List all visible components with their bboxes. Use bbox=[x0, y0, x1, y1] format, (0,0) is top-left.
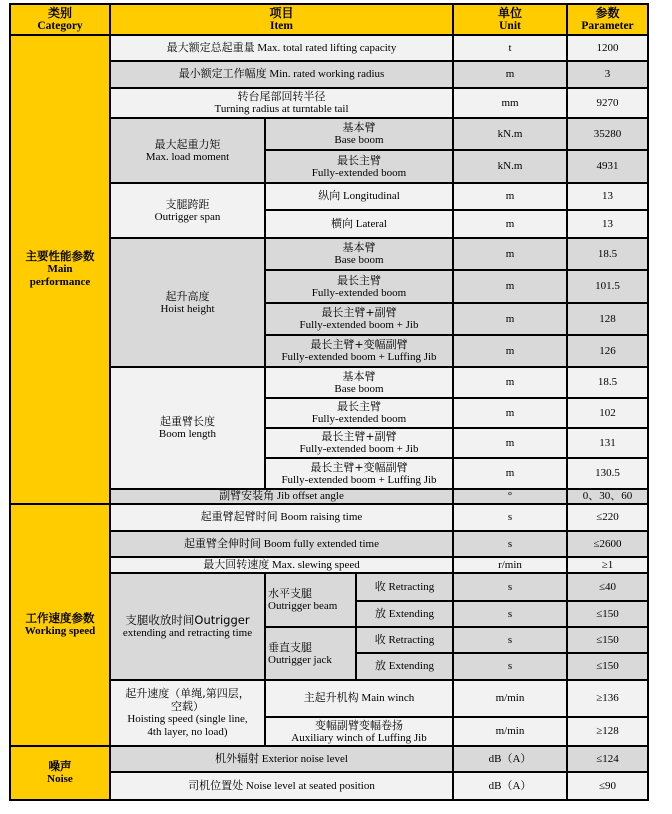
sub-label-zh: 最长主臂 bbox=[337, 153, 381, 167]
sub-label-zh: 变幅副臂变幅卷扬 bbox=[315, 718, 403, 732]
unit-value: dB（A） bbox=[488, 752, 532, 765]
aux-winch-unit bbox=[454, 718, 566, 745]
outrigger-jack-label bbox=[266, 628, 355, 679]
group-label-en: Boom length bbox=[158, 428, 217, 440]
outrigger-beam-extending-value bbox=[568, 602, 647, 626]
boom-length-sub-value bbox=[568, 399, 647, 427]
param-value: ≤2600 bbox=[593, 537, 622, 550]
outrigger-jack-extending-item bbox=[357, 654, 452, 679]
unit-value: r/min bbox=[498, 558, 522, 571]
row-slewing-item bbox=[111, 558, 452, 572]
param-value: ≤220 bbox=[596, 511, 619, 523]
param-value: 4931 bbox=[596, 160, 619, 172]
hoist-height-sub-value bbox=[568, 304, 647, 334]
sub-label-zh: 最长主臂+变幅副臂 bbox=[310, 338, 408, 351]
unit-value: s bbox=[507, 607, 513, 620]
group-hoisting-speed-label bbox=[111, 681, 264, 745]
load-moment-sub-value bbox=[568, 151, 647, 182]
category-label-en-1: Main bbox=[47, 263, 73, 275]
outrigger-jack-extending-unit bbox=[454, 654, 566, 679]
sub-label-zh: 基本臂 bbox=[342, 121, 376, 134]
group-label-line2: extending and retracting time bbox=[122, 626, 253, 639]
sub-label: 主起升机构 Main winch bbox=[303, 692, 415, 704]
row-turning-radius-value bbox=[568, 89, 647, 117]
aux-winch-value bbox=[568, 718, 647, 745]
param-value: 126 bbox=[599, 344, 616, 357]
main-winch-value bbox=[568, 681, 647, 716]
group-label-zh: 最大起重力矩 bbox=[154, 137, 221, 151]
group-load-moment-label bbox=[111, 119, 264, 182]
boom-length-sub-value bbox=[568, 368, 647, 397]
row-turning-radius-item bbox=[111, 89, 452, 117]
sub-label: 横向 Lateral bbox=[331, 217, 387, 230]
category-label-en: Noise bbox=[47, 773, 73, 785]
outrigger-span-sub-value bbox=[568, 211, 647, 237]
boom-length-sub-value bbox=[568, 459, 647, 488]
param-value: 1200 bbox=[596, 41, 619, 54]
unit-value: m bbox=[505, 467, 515, 479]
unit-value: dB（A） bbox=[488, 779, 532, 792]
main-winch-item bbox=[266, 681, 452, 716]
row-boom-raising-unit bbox=[454, 505, 566, 530]
category-label-en-2: performance bbox=[29, 276, 91, 288]
group-label-en-1: Hoisting speed (single line, bbox=[127, 713, 248, 725]
category-label-en: Working speed bbox=[24, 625, 96, 637]
unit-value: s bbox=[507, 537, 513, 550]
row-boom-extended-item bbox=[111, 532, 452, 556]
row-min-radius-item bbox=[111, 62, 452, 87]
item-label: 副臂安装角 Jib offset angle bbox=[219, 490, 344, 502]
sub-label-en: Fully-extended boom + Luffing Jib bbox=[281, 351, 437, 363]
group-label-en: Outrigger span bbox=[154, 210, 221, 223]
outrigger-span-sub-value bbox=[568, 184, 647, 209]
hoist-height-sub-item bbox=[266, 336, 452, 366]
subgroup-label-zh: 水平支腿 bbox=[268, 587, 312, 600]
param-value: 13 bbox=[602, 217, 613, 230]
sub-label-en: Base boom bbox=[334, 254, 384, 266]
group-boom-length-label bbox=[111, 368, 264, 488]
row-slewing-value bbox=[568, 558, 647, 572]
unit-value: s bbox=[507, 633, 513, 646]
outrigger-span-sub-unit bbox=[454, 211, 566, 237]
group-label-zh: 起升高度 bbox=[165, 289, 210, 303]
hoist-height-sub-value bbox=[568, 271, 647, 302]
outrigger-beam-label bbox=[266, 574, 355, 626]
outrigger-jack-extending-value bbox=[568, 654, 647, 679]
unit-value: t bbox=[508, 41, 512, 54]
row-seated-noise-item bbox=[111, 773, 452, 799]
item-label: 机外辐射 Exterior noise level bbox=[215, 752, 348, 765]
header-unit bbox=[454, 5, 566, 34]
outrigger-span-sub-item bbox=[266, 184, 452, 209]
sub-label-en: Base boom bbox=[334, 382, 384, 395]
main-winch-unit bbox=[454, 681, 566, 716]
row-seated-noise-value bbox=[568, 773, 647, 799]
load-moment-sub-item bbox=[266, 119, 452, 149]
param-value: 102 bbox=[599, 406, 616, 419]
outrigger-beam-retracting-item bbox=[357, 574, 452, 600]
outrigger-jack-retracting-unit bbox=[454, 628, 566, 652]
group-label-en: Max. load moment bbox=[145, 150, 230, 163]
unit-value: kN.m bbox=[497, 127, 523, 140]
sub-label-en: Fully-extended boom bbox=[311, 166, 407, 179]
header-item bbox=[111, 5, 452, 34]
hoist-height-sub-unit bbox=[454, 239, 566, 269]
sub-label: 收 Retracting bbox=[374, 580, 435, 593]
group-label-zh-1: 起升速度（单绳,第四层， bbox=[125, 687, 250, 700]
boom-length-sub-unit bbox=[454, 399, 566, 427]
sub-label-zh: 最长主臂+变幅副臂 bbox=[310, 460, 408, 474]
unit-value: m bbox=[505, 436, 515, 449]
row-min-radius-unit bbox=[454, 62, 566, 87]
boom-length-sub-value bbox=[568, 429, 647, 457]
row-boom-extended-value bbox=[568, 532, 647, 556]
hoist-height-sub-unit bbox=[454, 336, 566, 366]
outrigger-beam-retracting-unit bbox=[454, 574, 566, 600]
header-parameter bbox=[568, 5, 647, 34]
boom-length-sub-item bbox=[266, 459, 452, 488]
sub-label: 收 Retracting bbox=[374, 633, 435, 646]
group-label-zh-2: 空载） bbox=[171, 700, 204, 713]
row-seated-noise-unit bbox=[454, 773, 566, 799]
row-max-capacity-unit bbox=[454, 36, 566, 60]
group-label-en: Hoist height bbox=[160, 302, 215, 315]
sub-label-en: Fully-extended boom + Jib bbox=[299, 319, 419, 331]
row-exterior-noise-value bbox=[568, 747, 647, 771]
unit-value: s bbox=[507, 660, 513, 672]
sub-label-zh: 基本臂 bbox=[342, 369, 376, 383]
outrigger-jack-retracting-value bbox=[568, 628, 647, 652]
hoist-height-sub-item bbox=[266, 304, 452, 334]
boom-length-sub-item bbox=[266, 368, 452, 397]
load-moment-sub-item bbox=[266, 151, 452, 182]
subgroup-label-zh: 垂直支腿 bbox=[268, 640, 312, 654]
sub-label-en: Fully-extended boom bbox=[311, 413, 407, 425]
hoist-height-sub-item bbox=[266, 271, 452, 302]
sub-label-zh: 最长主臂 bbox=[337, 400, 381, 413]
sub-label: 放 Extending bbox=[375, 607, 434, 620]
param-value: 18.5 bbox=[597, 247, 618, 260]
param-value: 9270 bbox=[596, 96, 619, 109]
param-value: ≤124 bbox=[596, 752, 619, 765]
group-label-zh: 起重臂长度 bbox=[160, 415, 215, 428]
header-parameter-en: Parameter bbox=[581, 19, 634, 32]
unit-value: kN.m bbox=[497, 160, 523, 172]
unit-value: m/min bbox=[495, 725, 525, 737]
unit-value: s bbox=[507, 580, 513, 593]
unit-value: m/min bbox=[495, 692, 525, 704]
sub-label-zh: 基本臂 bbox=[342, 241, 376, 254]
item-label: 最小额定工作幅度 Min. rated working radius bbox=[178, 68, 385, 80]
header-unit-zh: 单位 bbox=[497, 5, 522, 20]
param-value: ≤40 bbox=[598, 580, 617, 593]
row-max-capacity-value bbox=[568, 36, 647, 60]
param-value: 101.5 bbox=[595, 280, 620, 292]
param-value: ≤150 bbox=[596, 633, 619, 646]
param-value: ≥1 bbox=[601, 558, 614, 571]
param-value: ≤90 bbox=[598, 779, 617, 792]
outrigger-beam-extending-unit bbox=[454, 602, 566, 626]
hoist-height-sub-value bbox=[568, 239, 647, 269]
item-label-en: Turning radius at turntable tail bbox=[214, 103, 349, 115]
aux-winch-item bbox=[266, 718, 452, 745]
sub-label-zh: 最长主臂+副臂 bbox=[321, 306, 397, 319]
item-label: 最大额定总起重量 Max. total rated lifting capacity bbox=[166, 41, 397, 54]
param-value: 130.5 bbox=[595, 467, 620, 479]
header-category-zh: 类别 bbox=[47, 5, 72, 20]
header-unit-en: Unit bbox=[499, 19, 521, 32]
row-boom-raising-value bbox=[568, 505, 647, 530]
item-label: 起重臂起臂时间 Boom raising time bbox=[200, 511, 363, 523]
header-parameter-zh: 参数 bbox=[595, 5, 620, 20]
unit-value: ° bbox=[507, 490, 513, 502]
boom-length-sub-unit bbox=[454, 368, 566, 397]
param-value: 128 bbox=[599, 312, 616, 325]
category-label-zh: 工作速度参数 bbox=[25, 611, 95, 625]
row-jib-offset-item bbox=[111, 490, 452, 503]
unit-value: m bbox=[505, 280, 515, 292]
row-exterior-noise-unit bbox=[454, 747, 566, 771]
sub-label-zh: 最长主臂+副臂 bbox=[321, 430, 397, 443]
sub-label-zh: 最长主臂 bbox=[337, 273, 381, 287]
outrigger-beam-extending-item bbox=[357, 602, 452, 626]
item-label-zh: 转台尾部回转半径 bbox=[237, 90, 326, 103]
header-category bbox=[11, 5, 109, 34]
sub-label-en: Base boom bbox=[334, 134, 384, 146]
param-value: ≥128 bbox=[596, 725, 619, 737]
row-exterior-noise-item bbox=[111, 747, 452, 771]
sub-label-en: Auxiliary winch of Luffing Jib bbox=[291, 731, 427, 744]
row-max-capacity-item bbox=[111, 36, 452, 60]
param-value: ≤150 bbox=[596, 607, 619, 620]
group-outrigger-span-label bbox=[111, 184, 264, 237]
unit-value: m bbox=[505, 312, 515, 325]
row-min-radius-value bbox=[568, 62, 647, 87]
category-label-zh: 主要性能参数 bbox=[25, 249, 95, 263]
unit-value: m bbox=[505, 406, 515, 419]
sub-label-en: Fully-extended boom bbox=[311, 286, 407, 299]
subgroup-label-en: Outrigger jack bbox=[268, 653, 332, 666]
unit-value: mm bbox=[501, 96, 519, 109]
hoist-height-sub-item bbox=[266, 239, 452, 269]
item-label: 最大回转速度 Max. slewing speed bbox=[203, 558, 360, 571]
group-label-line1: 支腿收放时间Outrigger bbox=[125, 612, 250, 627]
row-boom-extended-unit bbox=[454, 532, 566, 556]
unit-value: m bbox=[505, 68, 515, 80]
category-main-performance bbox=[11, 36, 109, 503]
param-value: 35280 bbox=[593, 127, 622, 140]
group-outrigger-time-label bbox=[111, 574, 264, 679]
header-item-en: Item bbox=[270, 19, 293, 32]
boom-length-sub-unit bbox=[454, 429, 566, 457]
boom-length-sub-unit bbox=[454, 459, 566, 488]
load-moment-sub-value bbox=[568, 119, 647, 149]
sub-label-en: Fully-extended boom + Jib bbox=[299, 443, 419, 455]
param-value: ≥136 bbox=[596, 692, 619, 704]
load-moment-sub-unit bbox=[454, 119, 566, 149]
boom-length-sub-item bbox=[266, 429, 452, 457]
param-value: 18.5 bbox=[597, 376, 618, 388]
row-slewing-unit bbox=[454, 558, 566, 572]
param-value: 13 bbox=[602, 190, 613, 202]
row-jib-offset-value bbox=[568, 490, 647, 503]
row-boom-raising-item bbox=[111, 505, 452, 530]
unit-value: m bbox=[505, 344, 515, 357]
param-value: 131 bbox=[599, 436, 616, 449]
boom-length-sub-item bbox=[266, 399, 452, 427]
hoist-height-sub-value bbox=[568, 336, 647, 366]
unit-value: m bbox=[505, 217, 515, 230]
item-label: 起重臂全伸时间 Boom fully extended time bbox=[184, 537, 379, 550]
unit-value: s bbox=[507, 511, 513, 523]
unit-value: m bbox=[505, 247, 515, 260]
header-category-en: Category bbox=[37, 19, 83, 32]
outrigger-span-sub-unit bbox=[454, 184, 566, 209]
header-item-zh: 项目 bbox=[269, 5, 294, 20]
outrigger-beam-retracting-value bbox=[568, 574, 647, 600]
unit-value: m bbox=[505, 190, 515, 202]
subgroup-label-en: Outrigger beam bbox=[268, 600, 338, 612]
row-jib-offset-unit bbox=[454, 490, 566, 503]
param-value: 0、30、60 bbox=[582, 490, 633, 502]
item-label: 司机位置处 Noise level at seated position bbox=[188, 779, 375, 792]
outrigger-span-sub-item bbox=[266, 211, 452, 237]
param-value: 3 bbox=[604, 68, 611, 80]
outrigger-jack-retracting-item bbox=[357, 628, 452, 652]
category-working-speed bbox=[11, 505, 109, 745]
hoist-height-sub-unit bbox=[454, 304, 566, 334]
load-moment-sub-unit bbox=[454, 151, 566, 182]
unit-value: m bbox=[505, 376, 515, 388]
sub-label-en: Fully-extended boom + Luffing Jib bbox=[281, 473, 437, 486]
category-label-zh: 噪声 bbox=[48, 759, 72, 773]
sub-label: 纵向 Longitudinal bbox=[318, 190, 400, 202]
group-hoist-height-label bbox=[111, 239, 264, 366]
group-label-zh: 支腿跨距 bbox=[165, 197, 210, 211]
param-value: ≤150 bbox=[596, 660, 619, 672]
category-noise bbox=[11, 747, 109, 799]
sub-label: 放 Extending bbox=[375, 660, 434, 672]
hoist-height-sub-unit bbox=[454, 271, 566, 302]
row-turning-radius-unit bbox=[454, 89, 566, 117]
group-label-en-2: 4th layer, no load) bbox=[147, 726, 228, 738]
